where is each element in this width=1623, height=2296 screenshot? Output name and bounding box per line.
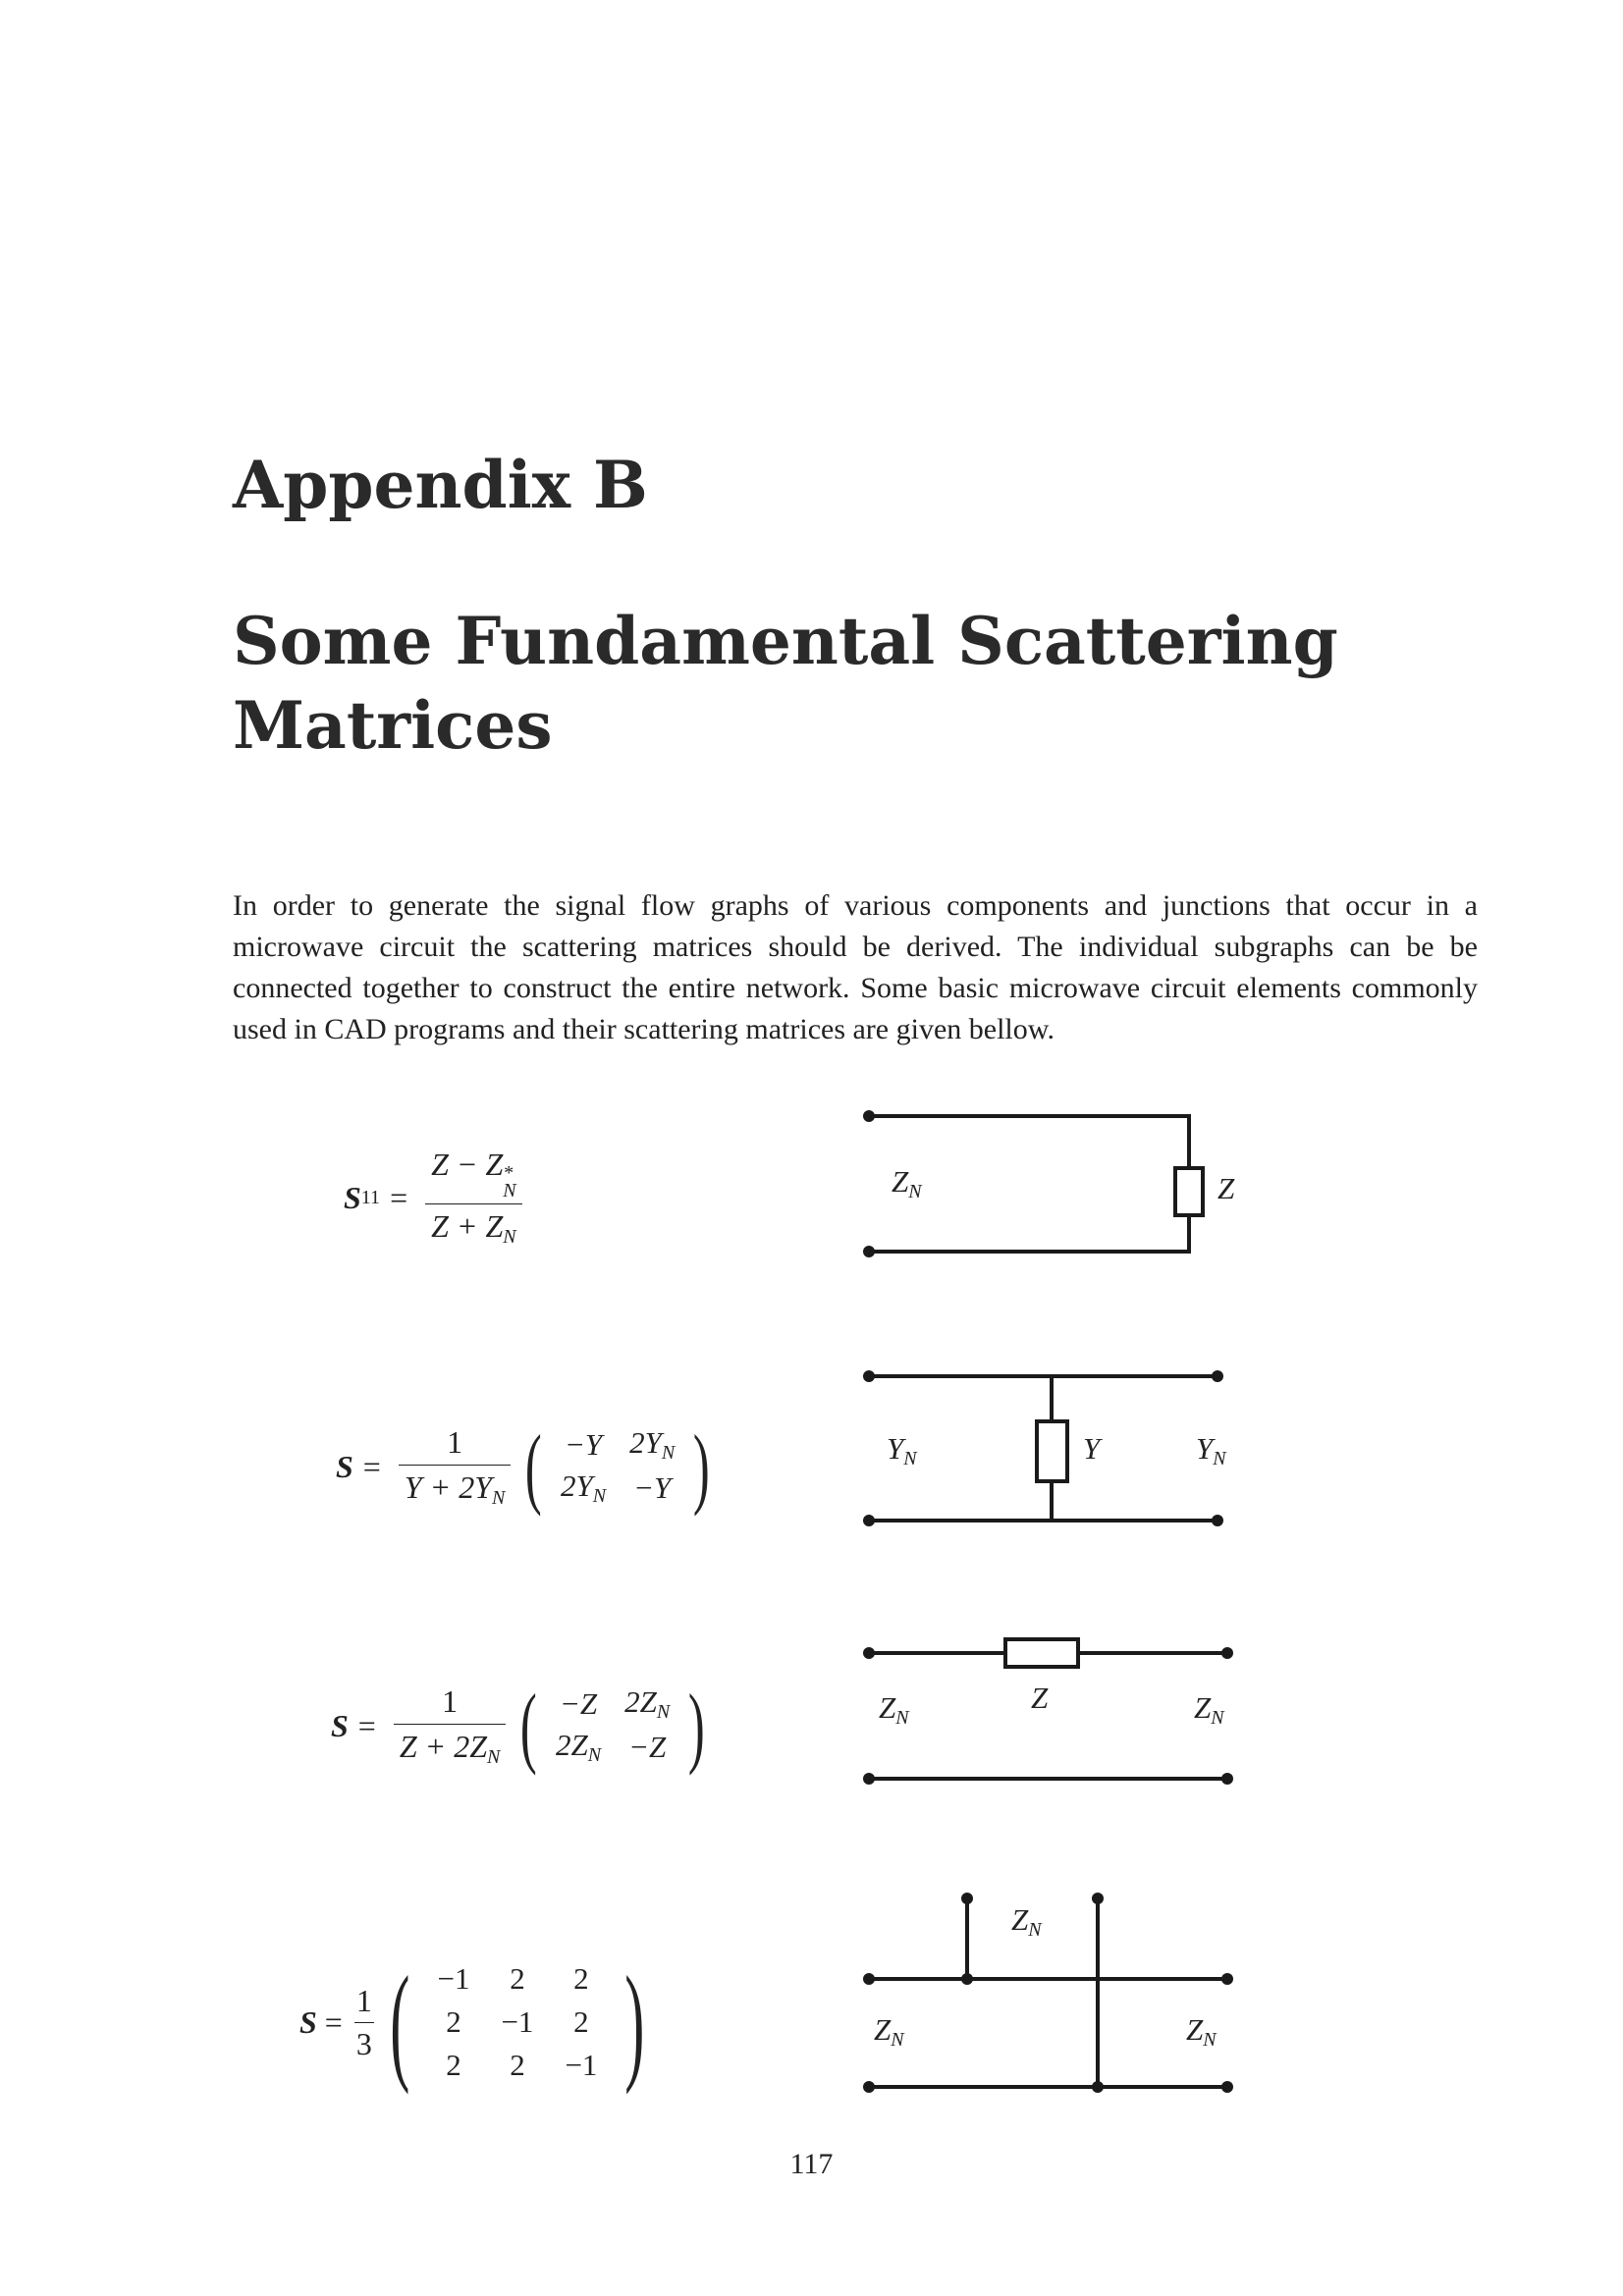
diagram-series-impedance (863, 1639, 1233, 1785)
d4-terminal (961, 1893, 973, 1904)
d1-terminal (863, 1246, 875, 1257)
eq4-lhs: S (299, 2003, 317, 2040)
equation-three-port-junction: S = $\frac{1}{3}$ ( −1 2 2 2 −1 2 2 2 −1 ) (299, 1949, 645, 2095)
eq1-den: Z + Z (431, 1208, 504, 1244)
d4-terminal (1092, 1893, 1104, 1904)
d4-junction-dot (1092, 2081, 1104, 2093)
eq2-m21: 2Y (561, 1468, 593, 1503)
eq3-m21-sub: N (587, 1744, 602, 1766)
d2-terminal (1212, 1370, 1223, 1382)
d3-terminal (863, 1773, 875, 1785)
eq4-cell: −1 (565, 2048, 598, 2082)
d1-top-wire (869, 1116, 1189, 1168)
d4-terminal (1221, 2081, 1233, 2093)
eq3-den-sub: N (487, 1745, 501, 1768)
equation-s11: S 11 = Z − Z * N Z + ZN (344, 1147, 530, 1249)
d1-terminal (863, 1110, 875, 1122)
eq4-cell: 2 (573, 1961, 589, 1996)
d4-junction-dot (961, 1973, 973, 1985)
eq4-cell: 2 (510, 2048, 525, 2082)
eq3-den: Z + 2Z (399, 1728, 488, 1764)
eq2-m22: −Y (633, 1470, 672, 1505)
eq3-m22: −Z (628, 1730, 667, 1764)
d3-zn-right-label: ZN (1194, 1690, 1224, 1729)
chapter-label: Appendix B (233, 447, 648, 523)
eq2-m12: 2Y (629, 1425, 662, 1460)
diagram-shunt-admittance (863, 1370, 1223, 1526)
d4-terminal (1221, 1973, 1233, 1985)
eq3-m21: 2Z (556, 1728, 588, 1762)
eq1-num-star: * (503, 1162, 514, 1184)
d2-terminal (1212, 1515, 1223, 1526)
d4-zn-left-label: ZN (874, 2012, 904, 2051)
equation-series-impedance: S = $\frac{1}{Z + 2ZN}$ ( −Z 2ZN 2ZN −Z ) (331, 1676, 705, 1776)
eq2-den-sub: N (492, 1486, 506, 1509)
eq1-num: Z − Z (431, 1147, 504, 1182)
d3-series-element (1005, 1639, 1078, 1667)
eq2-m12-sub: N (661, 1442, 676, 1464)
d4-terminal (863, 2081, 875, 2093)
eq4-cell: 2 (510, 1961, 525, 1996)
d2-yn-left-label: YN (887, 1431, 917, 1469)
eq3-lhs: S (331, 1707, 349, 1743)
d2-shunt-element (1037, 1421, 1067, 1481)
d2-y-label: Y (1083, 1431, 1101, 1466)
d4-terminal (863, 1973, 875, 1985)
d3-z-label: Z (1031, 1681, 1049, 1715)
chapter-title: Some Fundamental Scattering Matrices (233, 603, 1338, 764)
eq4-cell: −1 (437, 1961, 470, 1996)
eq3-m11: −Z (559, 1686, 598, 1721)
d1-z-label: Z (1217, 1171, 1235, 1205)
d2-terminal (863, 1370, 875, 1382)
eq1-lhs: S (344, 1179, 361, 1215)
d3-zn-left-label: ZN (879, 1690, 909, 1729)
eq1-lhs-sub: 11 (360, 1186, 381, 1208)
eq3-m12: 2Z (624, 1684, 657, 1719)
eq3-m12-sub: N (656, 1701, 671, 1723)
eq4-cell: −1 (501, 2004, 534, 2039)
eq1-den-sub: N (503, 1226, 516, 1248)
eq4-cell: 2 (446, 2048, 461, 2082)
d1-bottom-wire (869, 1215, 1189, 1252)
eq4-one: 1 (355, 1982, 372, 2018)
d2-terminal (863, 1515, 875, 1526)
eq3-one: 1 (442, 1682, 459, 1719)
d3-terminal (1221, 1647, 1233, 1659)
eq4-cell: 2 (446, 2004, 461, 2039)
page-number: 117 (789, 2148, 834, 2180)
eq4-cell: 2 (573, 2004, 589, 2039)
eq2-one: 1 (447, 1423, 463, 1460)
d3-terminal (1221, 1773, 1233, 1785)
d4-zn-right-label: ZN (1186, 2012, 1217, 2051)
d1-zn-label: ZN (892, 1164, 922, 1202)
eq2-m11: −Y (564, 1427, 603, 1462)
d2-yn-right-label: YN (1196, 1431, 1226, 1469)
eq2-den: Y + 2Y (404, 1468, 493, 1505)
equation-shunt-admittance: S = $\frac{1}{Y + 2YN}$ ( −Y 2YN 2YN −Y ) (336, 1416, 710, 1517)
eq2-m21-sub: N (592, 1485, 607, 1507)
d3-terminal (863, 1647, 875, 1659)
d1-load-resistor (1175, 1168, 1203, 1215)
diagram-three-port-junction (863, 1893, 1233, 2093)
d4-zn-top-label: ZN (1011, 1902, 1042, 1941)
eq1-num-sub: N (503, 1180, 516, 1201)
intro-paragraph: In order to generate the signal flow graphs of various components and junctions that occur in a microwave circuit the scattering matrices should be derived. The individual subgraphs can be be connected together to construct the entire network. Some basic microwave circuit elements commonly used in CAD programs and their scattering matrices are given bellow. (233, 889, 1478, 1045)
eq4-three: 3 (354, 2022, 374, 2062)
eq2-lhs: S (336, 1448, 353, 1484)
